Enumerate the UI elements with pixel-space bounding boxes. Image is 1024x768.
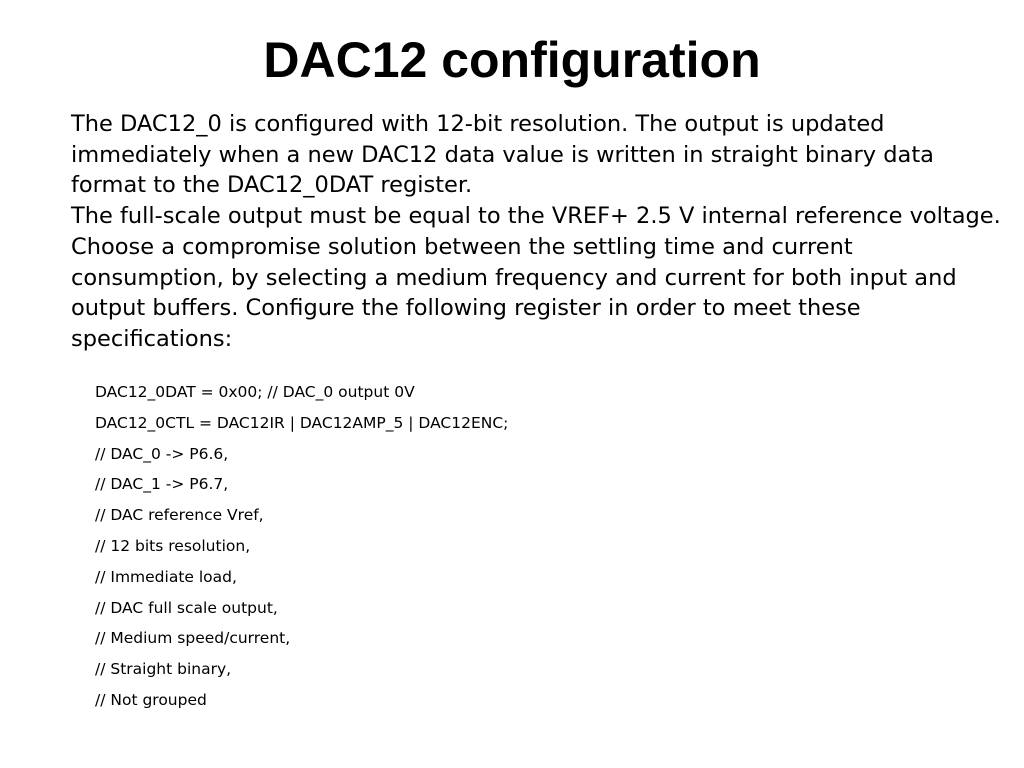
paragraph-reference-voltage: The full-scale output must be equal to the VREF+ 2.5 V internal reference voltage. Choose a compromise solution between the settling time and current consumption, by selecting a medium frequency and current for both input and output buffers. Configure the following register in order to meet these specifications:: [71, 203, 1001, 352]
description-text: [71, 109, 1001, 355]
code-line: // DAC_0 -> P6.6,: [95, 444, 229, 463]
code-line: // 12 bits resolution,: [95, 536, 251, 555]
code-line: // Not grouped: [95, 690, 207, 709]
code-line: // DAC full scale output,: [95, 598, 278, 617]
code-line: // Straight binary,: [95, 660, 232, 679]
paragraph-dac-config: The DAC12_0 is configured with 12-bit resolution. The output is updated immediately when a new DAC12 data value is written in straight binary data format to the DAC12_0DAT register.: [71, 111, 934, 199]
slide-title: DAC12 configuration: [263, 32, 761, 88]
code-line: // DAC_1 -> P6.7,: [95, 475, 229, 494]
code-line: DAC12_0DAT = 0x00; // DAC_0 output 0V: [95, 383, 415, 401]
code-line: DAC12_0CTL = DAC12IR | DAC12AMP_5 | DAC12ENC;: [95, 413, 509, 432]
code-line: // DAC reference Vref,: [95, 506, 264, 525]
code-line: // Immediate load,: [95, 567, 237, 586]
code-line: // Medium speed/current,: [95, 629, 291, 648]
code-listing: [95, 380, 975, 719]
